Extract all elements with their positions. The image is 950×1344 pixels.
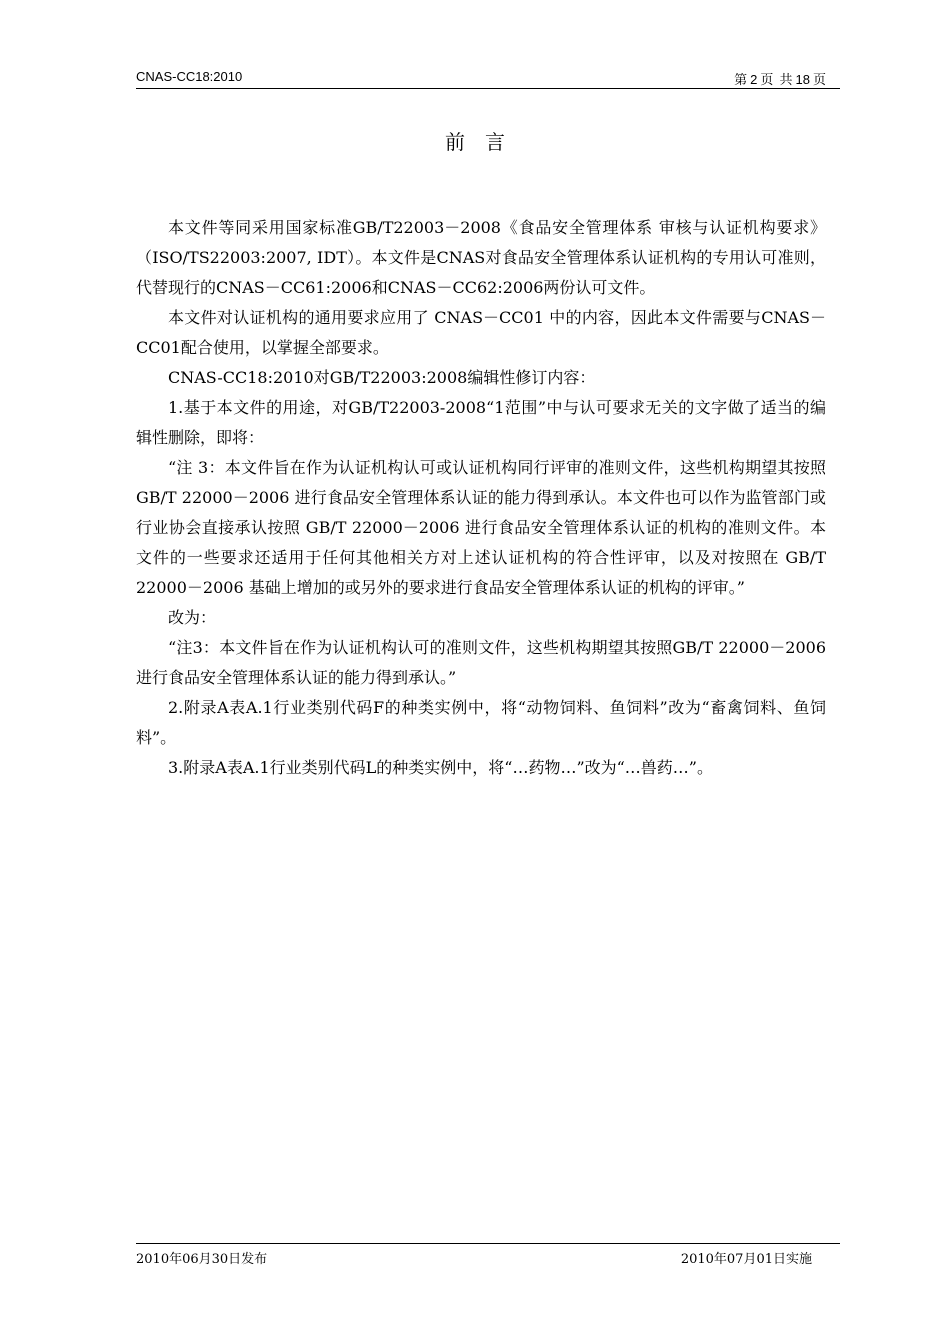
page-mid: 页 共	[760, 73, 793, 88]
document-body	[136, 213, 826, 783]
paragraph: 改为：	[168, 608, 217, 627]
paragraph: 2.附录A表A.1行业类别代码F的种类实例中，将“动物饲料、鱼饲料”改为“畜禽饲料、鱼饲料”。	[136, 698, 826, 747]
paragraph: CNAS-CC18:2010对GB/T22003:2008编辑性修订内容：	[168, 368, 596, 387]
page-indicator	[734, 69, 826, 88]
page-footer	[136, 1243, 840, 1267]
page-number: 2	[750, 72, 758, 87]
paragraph: 3.附录A表A.1行业类别代码L的种类实例中，将“…药物…”改为“…兽药…”。	[168, 758, 713, 777]
page-header	[136, 68, 840, 89]
paragraph: 本文件对认证机构的通用要求应用了 CNAS－CC01 中的内容，因此本文件需要与CNAS－CC01配合使用，以掌握全部要求。	[136, 308, 826, 357]
effective-date: 2010年07月01日实施	[680, 1252, 812, 1267]
paragraph: 1.基于本文件的用途，对GB/T22003-2008“1范围”中与认可要求无关的文字做了适当的编辑性删除，即将：	[136, 398, 826, 447]
paragraph: 本文件等同采用国家标准GB/T22003－2008《食品安全管理体系 审核与认证机构要求》（ISO/TS22003:2007, IDT）。本文件是CNAS对食品安全管理体系认证机构的专用认可准则，代替现行的CNAS－CC61:2006和CNAS－CC62:2006两份认可文件。	[136, 218, 826, 297]
paragraph: “注3：本文件旨在作为认证机构认可的准则文件，这些机构期望其按照GB/T 22000－2006进行食品安全管理体系认证的能力得到承认。”	[136, 638, 826, 687]
paragraph: “注 3：本文件旨在作为认证机构认可或认证机构同行评审的准则文件，这些机构期望其按照 GB/T 22000－2006 进行食品安全管理体系认证的能力得到承认。本文件也可以作为监管部门或行业协会直接承认按照 GB/T 22000－2006 进行食品安全管理体系认证的机构的准则文件。本文件的一些要求还适用于任何其他相关方对上述认证机构的符合性评审，以及对按照在 GB/T 22000－2006 基础上增加的或另外的要求进行食品安全管理体系认证的机构的评审。”	[136, 458, 826, 597]
publish-date: 2010年06月30日发布	[136, 1252, 268, 1267]
page-prefix: 第	[734, 73, 748, 88]
page-suffix: 页	[812, 73, 826, 88]
document-code: CNAS-CC18:2010	[136, 69, 243, 84]
total-pages: 18	[795, 72, 810, 87]
page-title: 前言	[445, 130, 525, 154]
